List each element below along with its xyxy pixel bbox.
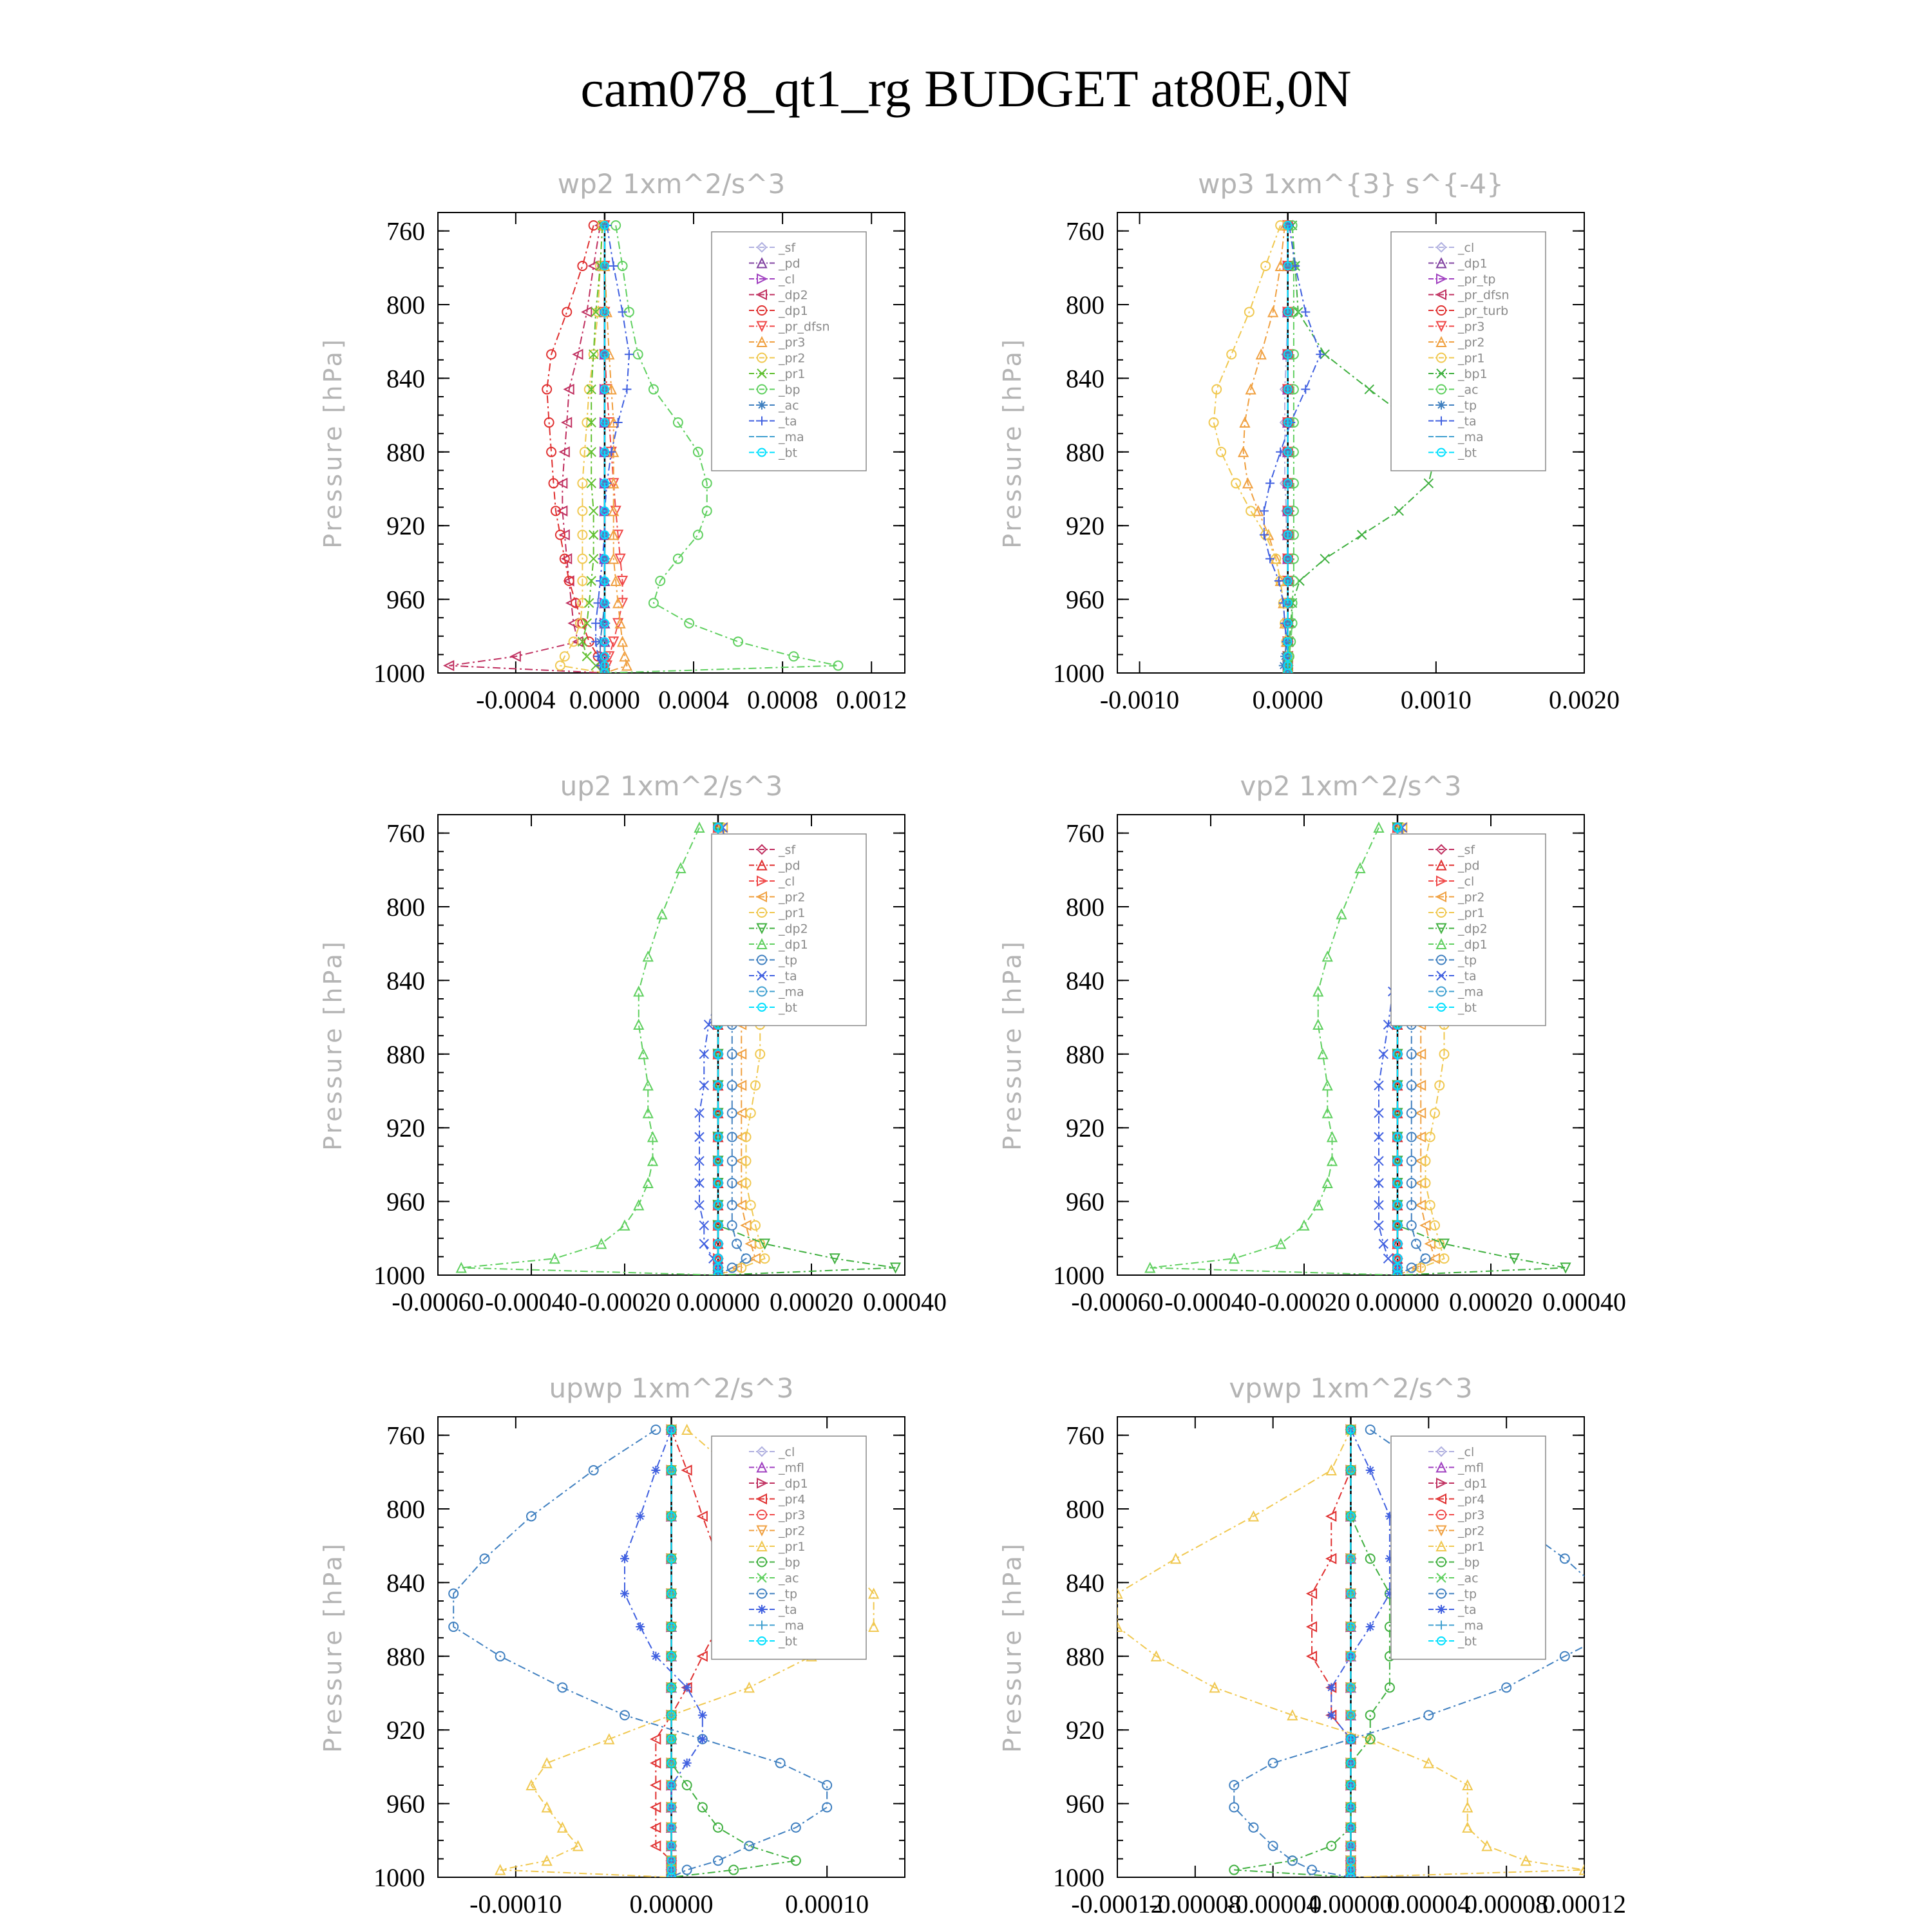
series-line-ta <box>625 1430 703 1877</box>
data-point <box>1463 1823 1472 1832</box>
legend-entry: _cl <box>779 272 795 287</box>
y-tick-label: 800 <box>1066 1495 1104 1524</box>
y-tick-label: 1000 <box>374 1261 425 1290</box>
legend-entry: _pd <box>779 858 800 873</box>
legend-entry: _ta <box>1458 414 1477 429</box>
data-point <box>622 385 631 394</box>
y-tick-label: 880 <box>1066 437 1104 467</box>
y-axis-label: Pressure [hPa] <box>998 337 1027 549</box>
legend-entry: _dp2 <box>779 922 808 936</box>
data-point <box>1426 1200 1435 1209</box>
x-tick-label: 0.00000 <box>1356 1287 1439 1316</box>
data-point <box>1424 478 1433 488</box>
legend-entry: _bt <box>1458 1634 1477 1649</box>
legend-entry: _cl <box>779 1445 795 1459</box>
y-tick-label: 760 <box>386 216 425 246</box>
legend-marker <box>757 401 766 410</box>
legend-entry: _tp <box>1458 399 1477 413</box>
y-tick-label: 960 <box>1066 1789 1104 1819</box>
data-point <box>1323 952 1332 961</box>
series-line-pr4 <box>656 1430 718 1877</box>
x-tick-label: -0.00040 <box>485 1287 578 1316</box>
y-tick-label: 840 <box>386 364 425 393</box>
y-tick-label: 760 <box>1066 1421 1104 1450</box>
data-point <box>591 619 600 628</box>
legend-entry: _sf <box>1458 843 1475 857</box>
legend-entry: _pr1 <box>779 367 806 381</box>
legend-entry: _bp1 <box>1458 367 1488 381</box>
data-point <box>1217 448 1226 457</box>
y-tick-label: 1000 <box>374 1863 425 1892</box>
x-tick-label: 0.00012 <box>1542 1889 1626 1918</box>
data-point <box>1618 1622 1627 1631</box>
panel-title: wp3 1xm^{3} s^{-4} <box>1198 168 1504 200</box>
data-point <box>1327 1683 1336 1692</box>
legend-entry: _tp <box>779 953 798 968</box>
legend-entry: _pr_dfsn <box>1458 288 1510 303</box>
y-tick-label: 880 <box>1066 1039 1104 1069</box>
legend-entry: _pr2 <box>1458 890 1485 905</box>
y-tick-label: 840 <box>1066 1568 1104 1598</box>
legend-entry: _pr2 <box>1458 336 1485 350</box>
data-point <box>683 1759 692 1768</box>
data-point <box>1366 1466 1375 1475</box>
x-tick-label: -0.00020 <box>578 1287 671 1316</box>
legend-entry: _ma <box>1458 430 1484 444</box>
data-point <box>1421 1221 1430 1230</box>
y-tick-label: 960 <box>386 1187 425 1217</box>
figure-title: cam078_qt1_rg BUDGET at80E,0N <box>580 59 1352 118</box>
y-tick-label: 880 <box>1066 1642 1104 1671</box>
data-point <box>694 531 703 540</box>
data-point <box>1379 1239 1388 1248</box>
x-tick-label: 0.00008 <box>1464 1889 1549 1918</box>
legend-entry: _dp1 <box>779 938 808 952</box>
x-tick-label: 0.00010 <box>785 1889 869 1918</box>
data-point <box>649 385 658 394</box>
y-tick-label: 800 <box>1066 893 1104 922</box>
data-point <box>1260 506 1269 515</box>
x-tick-label: 0.00020 <box>770 1287 853 1316</box>
series-line-pr2 <box>1244 225 1288 673</box>
y-tick-label: 840 <box>386 1568 425 1598</box>
legend-entry: _dp2 <box>1458 922 1488 936</box>
legend-entry: _dp2 <box>779 288 808 303</box>
data-point <box>683 1866 692 1875</box>
data-point <box>542 1759 551 1768</box>
x-tick-label: -0.00060 <box>392 1287 484 1316</box>
data-point <box>1327 1511 1336 1520</box>
data-point <box>1560 1554 1569 1563</box>
legend-entry: _pr_tp <box>1458 272 1496 287</box>
y-tick-label: 760 <box>1066 819 1104 848</box>
legend-entry: _pr2 <box>1458 1524 1485 1539</box>
data-point <box>620 1589 629 1598</box>
data-point <box>643 952 652 961</box>
panel-4 <box>998 770 1626 1316</box>
x-tick-label: 0.0000 <box>1252 685 1323 714</box>
data-point <box>1394 506 1403 515</box>
x-tick-label: -0.00012 <box>1071 1889 1164 1918</box>
x-tick-label: -0.00060 <box>1071 1287 1164 1316</box>
y-tick-label: 840 <box>1066 966 1104 996</box>
legend-entry: _bt <box>1458 446 1477 460</box>
legend-entry: _cl <box>779 875 795 889</box>
y-tick-label: 920 <box>1066 1716 1104 1745</box>
legend-entry: _dp1 <box>1458 938 1488 952</box>
x-tick-label: 0.00020 <box>1449 1287 1533 1316</box>
y-tick-label: 800 <box>386 893 425 922</box>
data-point <box>582 652 591 661</box>
legend-entry: _pr3 <box>779 336 806 350</box>
legend-entry: _pr1 <box>1458 351 1485 366</box>
legend-entry: _tp <box>1458 953 1477 968</box>
data-point <box>1599 1589 1608 1598</box>
legend-entry: _ac <box>1458 383 1479 397</box>
legend-entry: _pr_dfsn <box>779 319 830 334</box>
panels <box>319 168 1627 1918</box>
series-line-dp1 <box>461 828 718 1275</box>
legend-entry: _bt <box>779 446 798 460</box>
data-point <box>1358 531 1367 540</box>
data-point <box>620 1554 629 1563</box>
y-tick-label: 800 <box>1066 290 1104 319</box>
data-point <box>674 554 683 564</box>
y-tick-label: 960 <box>1066 585 1104 614</box>
data-point <box>620 652 629 661</box>
legend-entry: _tp <box>1458 1587 1477 1602</box>
data-point <box>1323 1179 1332 1188</box>
y-tick-label: 960 <box>386 1789 425 1819</box>
data-point <box>1301 385 1310 394</box>
y-tick-label: 800 <box>386 290 425 319</box>
x-tick-label: 0.00000 <box>676 1287 760 1316</box>
data-point <box>1412 1239 1421 1248</box>
data-point <box>1337 909 1346 918</box>
y-tick-label: 920 <box>386 1716 425 1745</box>
panel-6 <box>998 1372 1627 1918</box>
data-point <box>1384 1254 1393 1263</box>
legend-entry: _pd <box>779 256 800 271</box>
data-point <box>1261 261 1270 270</box>
legend-marker <box>1437 401 1446 410</box>
x-tick-label: 0.0008 <box>747 685 819 714</box>
y-tick-label: 760 <box>386 819 425 848</box>
panel-title: wp2 1xm^2/s^3 <box>557 168 786 200</box>
y-tick-label: 1000 <box>1053 1261 1104 1290</box>
y-tick-label: 960 <box>1066 1187 1104 1217</box>
data-point <box>1366 1622 1375 1631</box>
legend-entry: _ma <box>779 430 804 444</box>
y-tick-label: 920 <box>386 511 425 541</box>
data-point <box>732 1239 741 1248</box>
legend-entry: _ta <box>1458 969 1477 983</box>
legend-entry: _ta <box>779 1603 797 1617</box>
data-point <box>698 1710 707 1719</box>
x-tick-label: -0.00040 <box>1164 1287 1257 1316</box>
data-point <box>742 1221 751 1230</box>
legend-entry: _ma <box>779 1618 804 1633</box>
y-tick-label: 920 <box>1066 1113 1104 1143</box>
y-tick-label: 960 <box>386 585 425 614</box>
legend-entry: _pr1 <box>1458 1540 1485 1554</box>
legend-entry: _pr4 <box>779 1492 806 1507</box>
data-point <box>1269 1759 1278 1768</box>
legend-entry: _bp <box>779 1555 800 1570</box>
y-tick-label: 1000 <box>374 659 425 688</box>
panel-title: vpwp 1xm^2/s^3 <box>1229 1372 1473 1404</box>
data-point <box>582 619 591 628</box>
data-point <box>542 1803 551 1812</box>
data-point <box>869 1622 878 1631</box>
data-point <box>636 1622 645 1631</box>
data-point <box>609 261 618 270</box>
legend-entry: _ta <box>1458 1603 1477 1617</box>
panel-3 <box>319 770 947 1316</box>
series-line-dp1 <box>1150 828 1397 1275</box>
x-tick-label: 0.00000 <box>1309 1889 1393 1918</box>
legend-entry: _bp <box>1458 1555 1480 1570</box>
x-tick-label: 0.0004 <box>658 685 730 714</box>
legend-entry: _mfl <box>779 1461 804 1475</box>
legend-entry: _pr3 <box>779 1508 806 1522</box>
y-tick-label: 760 <box>1066 216 1104 246</box>
legend-entry: _bt <box>1458 1001 1477 1015</box>
data-point <box>1274 576 1283 585</box>
legend-entry: _dp1 <box>779 1477 808 1491</box>
data-point <box>1426 1239 1435 1248</box>
legend-entry: _ma <box>1458 985 1484 999</box>
data-point <box>1265 478 1274 488</box>
y-tick-label: 880 <box>386 437 425 467</box>
legend-marker <box>757 1605 766 1614</box>
legend-entry: _cl <box>1458 241 1475 255</box>
data-point <box>589 506 598 515</box>
x-tick-label: 0.0020 <box>1549 685 1620 714</box>
legend-entry: _dp1 <box>1458 1477 1488 1491</box>
data-point <box>699 1239 708 1248</box>
panel-title: vp2 1xm^2/s^3 <box>1240 770 1462 802</box>
x-tick-label: -0.00008 <box>1149 1889 1242 1918</box>
data-point <box>746 1239 755 1248</box>
x-tick-label: -0.0004 <box>476 685 556 714</box>
data-point <box>651 1652 660 1661</box>
legend-entry: _cl <box>1458 1445 1475 1459</box>
data-point <box>614 598 623 607</box>
panel-title: up2 1xm^2/s^3 <box>560 770 783 802</box>
data-point <box>658 909 667 918</box>
legend-entry: _dp1 <box>1458 256 1488 271</box>
data-point <box>625 350 634 359</box>
data-point <box>589 554 598 564</box>
y-axis-label: Pressure [hPa] <box>998 939 1027 1151</box>
x-tick-label: 0.0010 <box>1400 685 1472 714</box>
y-tick-label: 800 <box>386 1495 425 1524</box>
data-point <box>562 307 571 316</box>
y-tick-label: 920 <box>1066 511 1104 541</box>
data-point <box>1430 1254 1439 1263</box>
y-axis-label: Pressure [hPa] <box>319 1541 347 1753</box>
legend-entry: _pr_turb <box>1458 304 1509 318</box>
legend-entry: _pr2 <box>779 890 806 905</box>
legend-entry: _ac <box>779 1571 799 1586</box>
y-tick-label: 1000 <box>1053 1863 1104 1892</box>
legend-entry: _cl <box>1458 875 1475 889</box>
legend-entry: _bt <box>779 1634 798 1649</box>
data-point <box>620 1221 629 1230</box>
y-tick-label: 840 <box>386 966 425 996</box>
legend-entry: _ma <box>1458 1618 1484 1633</box>
data-point <box>683 1683 692 1692</box>
legend-entry: _bt <box>779 1001 798 1015</box>
data-point <box>734 637 743 646</box>
data-point <box>1365 385 1374 394</box>
y-tick-label: 760 <box>386 1421 425 1450</box>
x-tick-label: -0.00004 <box>1227 1889 1320 1918</box>
y-axis-label: Pressure [hPa] <box>998 1541 1027 1753</box>
data-point <box>643 1179 652 1188</box>
y-tick-label: 840 <box>1066 364 1104 393</box>
series-group <box>1113 1417 1627 1882</box>
data-point <box>1374 1221 1383 1230</box>
legend-entry: _pr2 <box>779 351 806 366</box>
legend-entry: _pr1 <box>779 906 806 920</box>
x-tick-label: -0.00010 <box>469 1889 562 1918</box>
data-point <box>589 1466 598 1475</box>
series-line-pr4 <box>1312 1430 1350 1877</box>
x-tick-label: 0.00040 <box>1542 1287 1626 1316</box>
data-point <box>1327 1710 1336 1719</box>
legend-entry: _ta <box>779 414 797 429</box>
legend-entry: _bp <box>779 383 800 397</box>
y-tick-label: 1000 <box>1053 659 1104 688</box>
data-point <box>822 1781 831 1790</box>
x-tick-label: 0.00000 <box>629 1889 714 1918</box>
data-point <box>698 1652 707 1661</box>
panel-5 <box>319 1372 905 1918</box>
y-tick-label: 880 <box>386 1039 425 1069</box>
data-point <box>1246 506 1255 515</box>
data-point <box>751 1254 760 1263</box>
panel-1 <box>319 168 907 714</box>
data-point <box>1209 418 1218 427</box>
x-tick-label: 0.00004 <box>1387 1889 1471 1918</box>
data-point <box>651 1466 660 1475</box>
data-point <box>714 1856 723 1865</box>
y-tick-label: 880 <box>386 1642 425 1671</box>
legend-entry: _ma <box>779 985 804 999</box>
legend-entry: _pd <box>1458 858 1480 873</box>
panel-2 <box>998 168 1620 714</box>
legend-entry: _pr3 <box>1458 319 1485 334</box>
x-tick-label: -0.00020 <box>1258 1287 1350 1316</box>
data-point <box>1301 307 1310 316</box>
x-tick-label: 0.0012 <box>836 685 907 714</box>
legend-entry: _tp <box>779 1587 798 1602</box>
data-point <box>714 1823 723 1832</box>
data-point <box>636 1511 645 1520</box>
legend-marker <box>1437 1605 1446 1614</box>
legend-entry: _mfl <box>1458 1461 1484 1475</box>
y-axis-label: Pressure [hPa] <box>319 337 347 549</box>
legend-entry: _dp1 <box>779 304 808 318</box>
legend-entry: _pr1 <box>779 1540 806 1554</box>
data-point <box>1320 554 1329 564</box>
data-point <box>578 261 587 270</box>
y-axis-label: Pressure [hPa] <box>319 939 347 1151</box>
data-point <box>1171 1554 1180 1563</box>
data-point <box>1227 350 1236 359</box>
legend-entry: _ta <box>779 969 797 983</box>
data-point <box>698 1735 707 1744</box>
x-tick-label: 0.00040 <box>863 1287 947 1316</box>
legend-entry: _pr3 <box>1458 1508 1485 1522</box>
legend-entry: _sf <box>779 843 796 857</box>
x-tick-label: 0.0000 <box>569 685 640 714</box>
data-point <box>1300 1221 1309 1230</box>
x-tick-label: -0.0010 <box>1099 685 1180 714</box>
panel-title: upwp 1xm^2/s^3 <box>549 1372 794 1404</box>
legend-entry: _pr4 <box>1458 1492 1485 1507</box>
legend-entry: _pr1 <box>1458 906 1485 920</box>
legend-entry: _ac <box>779 399 799 413</box>
y-tick-label: 920 <box>386 1113 425 1143</box>
legend-entry: _sf <box>779 241 796 255</box>
legend-entry: _ac <box>1458 1571 1479 1586</box>
legend-entry: _pr2 <box>779 1524 806 1539</box>
